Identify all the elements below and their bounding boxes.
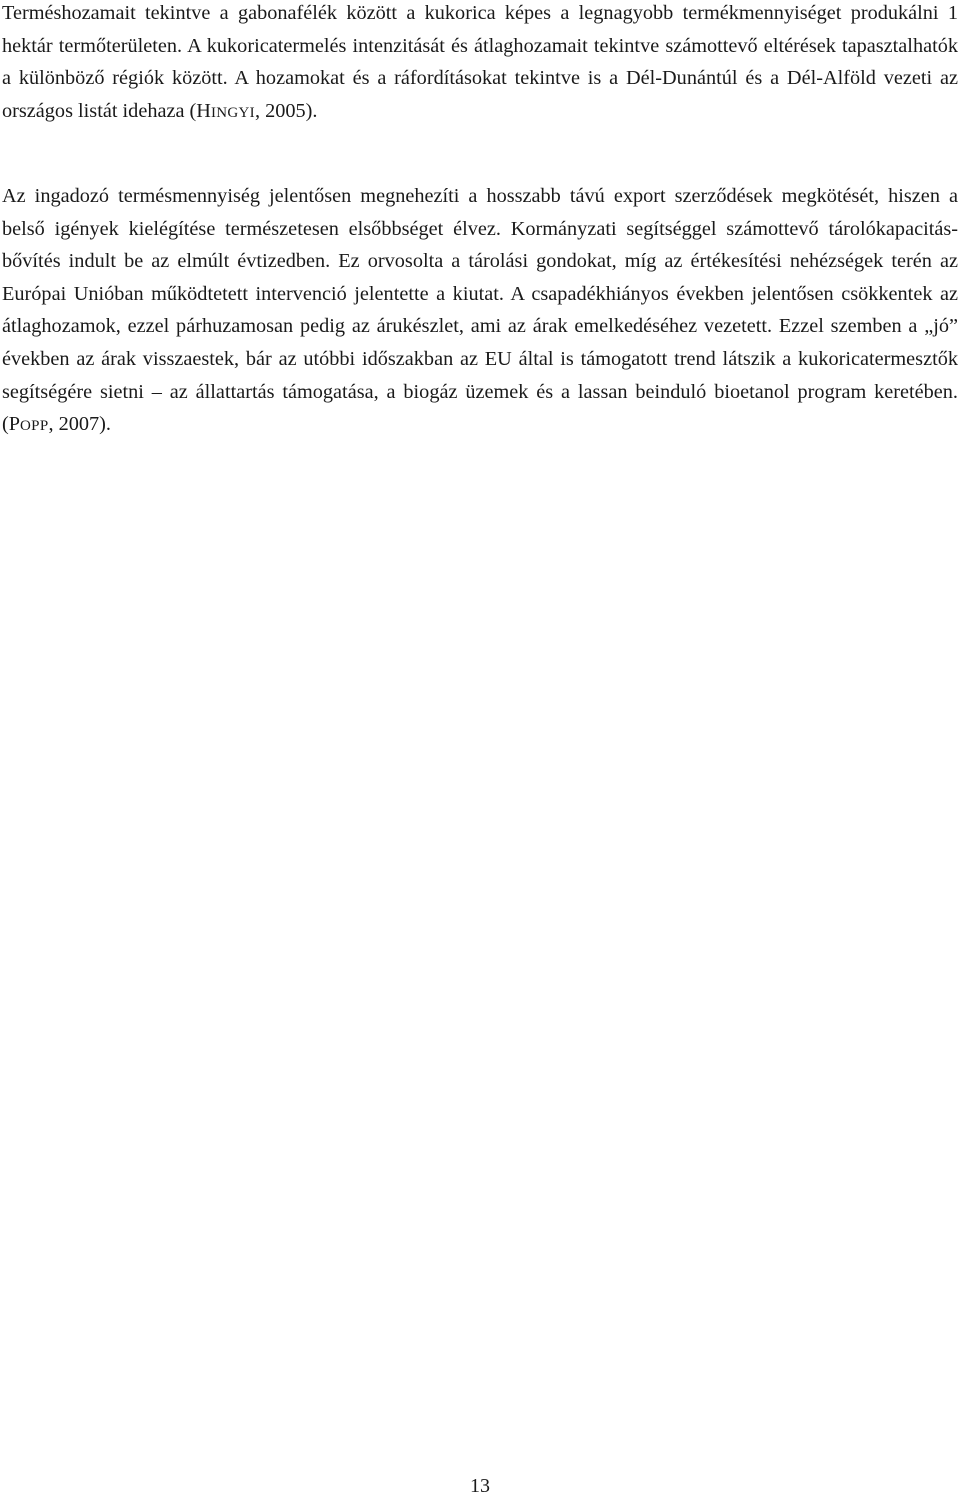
paragraph-text: Az ingadozó termésmennyiség jelentősen megnehezíti a hosszabb távú export szerződések megkötését, hiszen a belső igények kielégítése természetesen elsőbbséget élvez. Kormányzati segítséggel számottevő tárolókapacitás-bővítés indult be az elmúlt évtizedben. Ez orvosolta a tárolási gondokat, míg az értékesítési nehézségek terén az Európai Unióban működtetett intervenció jelentette a kiutat. A csapadékhiányos években jelentősen csökkentek az átlaghozamok, ezzel párhuzamosan pedig az árukészlet, ami az árak emelkedéséhez vezetett. Ezzel szemben a „jó” években az árak visszaestek, bár az utóbbi időszakban az EU által is támogatott trend látszik a kukoricatermesztők segítségére sietni – az állattartás támogatása, a biogáz üzemek és a lassan beinduló bioetanol program keretében. ( — [2, 185, 958, 436]
citation-author-smallcaps: OPP — [20, 418, 49, 435]
paragraph-termesmennyiseg — [2, 180, 958, 443]
paragraph-text: Terméshozamait tekintve a gabonafélék között a kukorica képes a legnagyobb termékmennyiséget produkálni 1 hektár termőterületen. A kukoricatermelés intenzitását és átlaghozamait tekintve számottevő eltérések tapasztalhatók a különböző régiók között. A hozamokat és a ráfordításokat tekintve is a Dél-Dunántúl és a Dél-Alföld vezeti az országos listát idehaza ( — [2, 2, 958, 122]
citation-author-smallcaps: INGYI — [210, 104, 255, 121]
paragraph-kukorica-hozam — [2, 0, 958, 129]
citation-year: , 2007). — [48, 413, 111, 436]
citation-year: , 2005). — [254, 99, 318, 122]
citation-author-initial: H — [196, 99, 211, 122]
page-number: 13 — [470, 1475, 490, 1497]
citation-author-initial: P — [8, 413, 21, 436]
